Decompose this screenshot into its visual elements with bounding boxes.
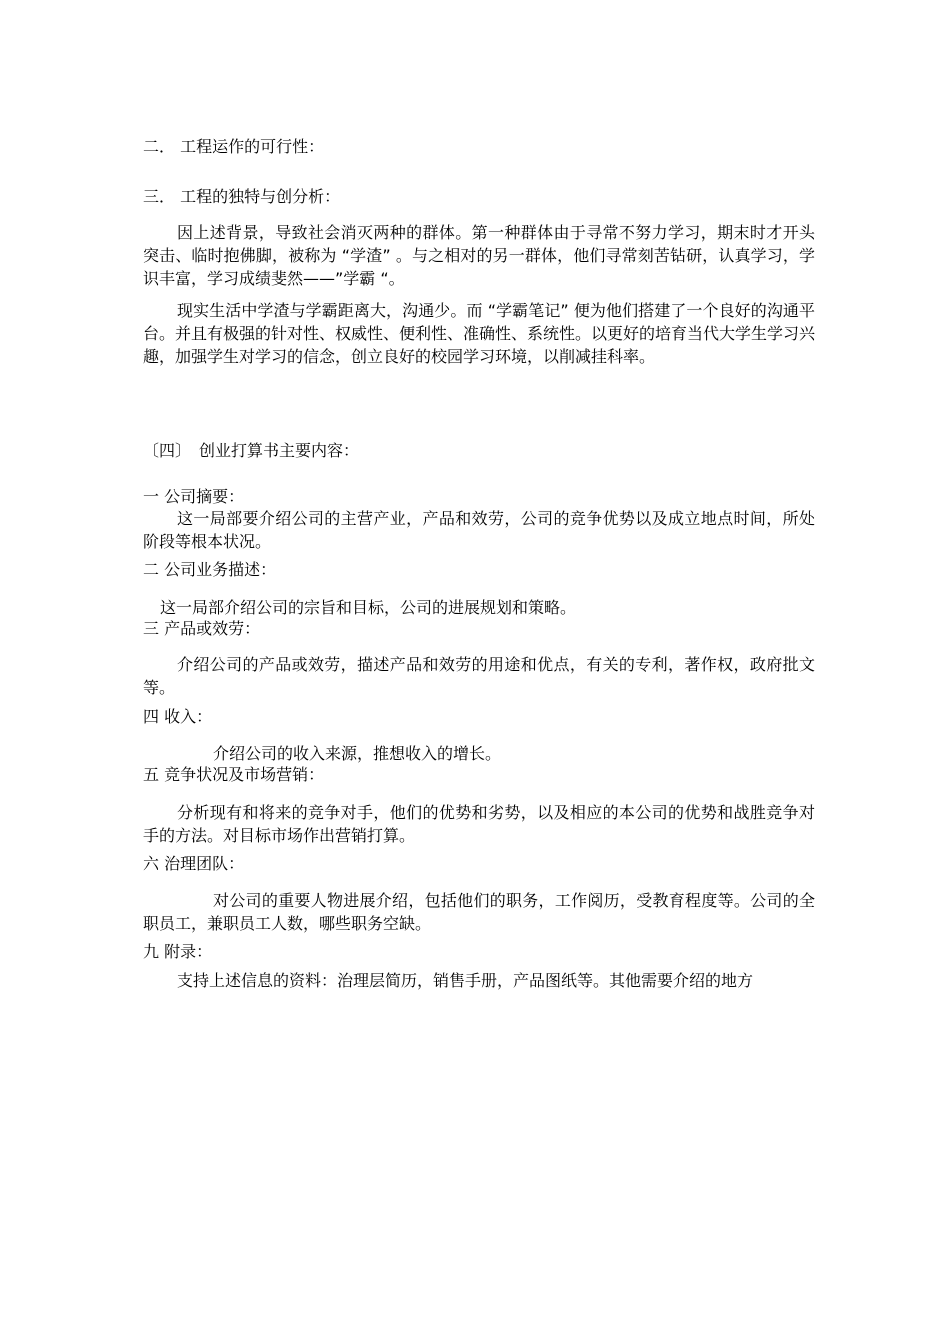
item-3-heading: 三 产品或效劳： xyxy=(143,619,261,638)
item-1-heading: 一 公司摘要： xyxy=(143,487,245,506)
item-1-text: 这一局部要介绍公司的主营产业，产品和效劳，公司的竞争优势以及成立地点时间，所处阶段等根本状况。 xyxy=(143,509,815,551)
item-5-heading: 五 竞争状况及市场营销： xyxy=(143,765,325,784)
item-6-heading: 六 治理团队： xyxy=(143,854,245,873)
item-6-text: 对公司的重要人物进展介绍，包括他们的职务，工作阅历，受教育程度等。公司的全职员工，兼职员工人数，哪些职务空缺。 xyxy=(143,891,815,933)
item-5-text: 分析现有和将来的竞争对手，他们的优势和劣势，以及相应的本公司的优势和战胜竞争对手的方法。对目标市场作出营销打算。 xyxy=(143,803,815,845)
item-4-text: 介绍公司的收入来源，推想收入的增长。 xyxy=(213,744,502,763)
item-3-text: 介绍公司的产品或效劳，描述产品和效劳的用途和优点，有关的专利，著作权，政府批文等。 xyxy=(143,655,815,697)
item-2-text: 这一局部介绍公司的宗旨和目标，公司的进展规划和策略。 xyxy=(160,598,577,617)
item-4-heading: 四 收入： xyxy=(143,707,213,726)
section-2-heading: 二． 工程运作的可行性： xyxy=(143,137,325,156)
section-3-paragraph-1: 因上述背景，导致社会消灭两种的群体。第一种群体由于寻常不努力学习，期末时才开头突击、临时抱佛脚，被称为 “学渣” 。与之相对的另一群体，他们寻常刻苦钻研，认真学习，学识丰富，学习成绩斐然——”学霸 “。 xyxy=(143,223,815,288)
section-3-heading: 三． 工程的独特与创分析： xyxy=(143,187,341,206)
item-9-text: 支持上述信息的资料：治理层简历，销售手册，产品图纸等。其他需要介绍的地方 xyxy=(177,971,754,990)
section-3-paragraph-2: 现实生活中学渣与学霸距离大，沟通少。而 “学霸笔记” 便为他们搭建了一个良好的沟通平台。并且有极强的针对性、权威性、便利性、准确性、系统性。以更好的培育当代大学生学习兴趣，加强学生对学习的信念，创立良好的校园学习环境，以削减挂科率。 xyxy=(143,301,816,366)
part-4-heading: 〔四〕 创业打算书主要内容： xyxy=(143,441,360,460)
item-2-heading: 二 公司业务描述： xyxy=(143,560,277,579)
item-9-heading: 九 附录： xyxy=(143,942,213,961)
